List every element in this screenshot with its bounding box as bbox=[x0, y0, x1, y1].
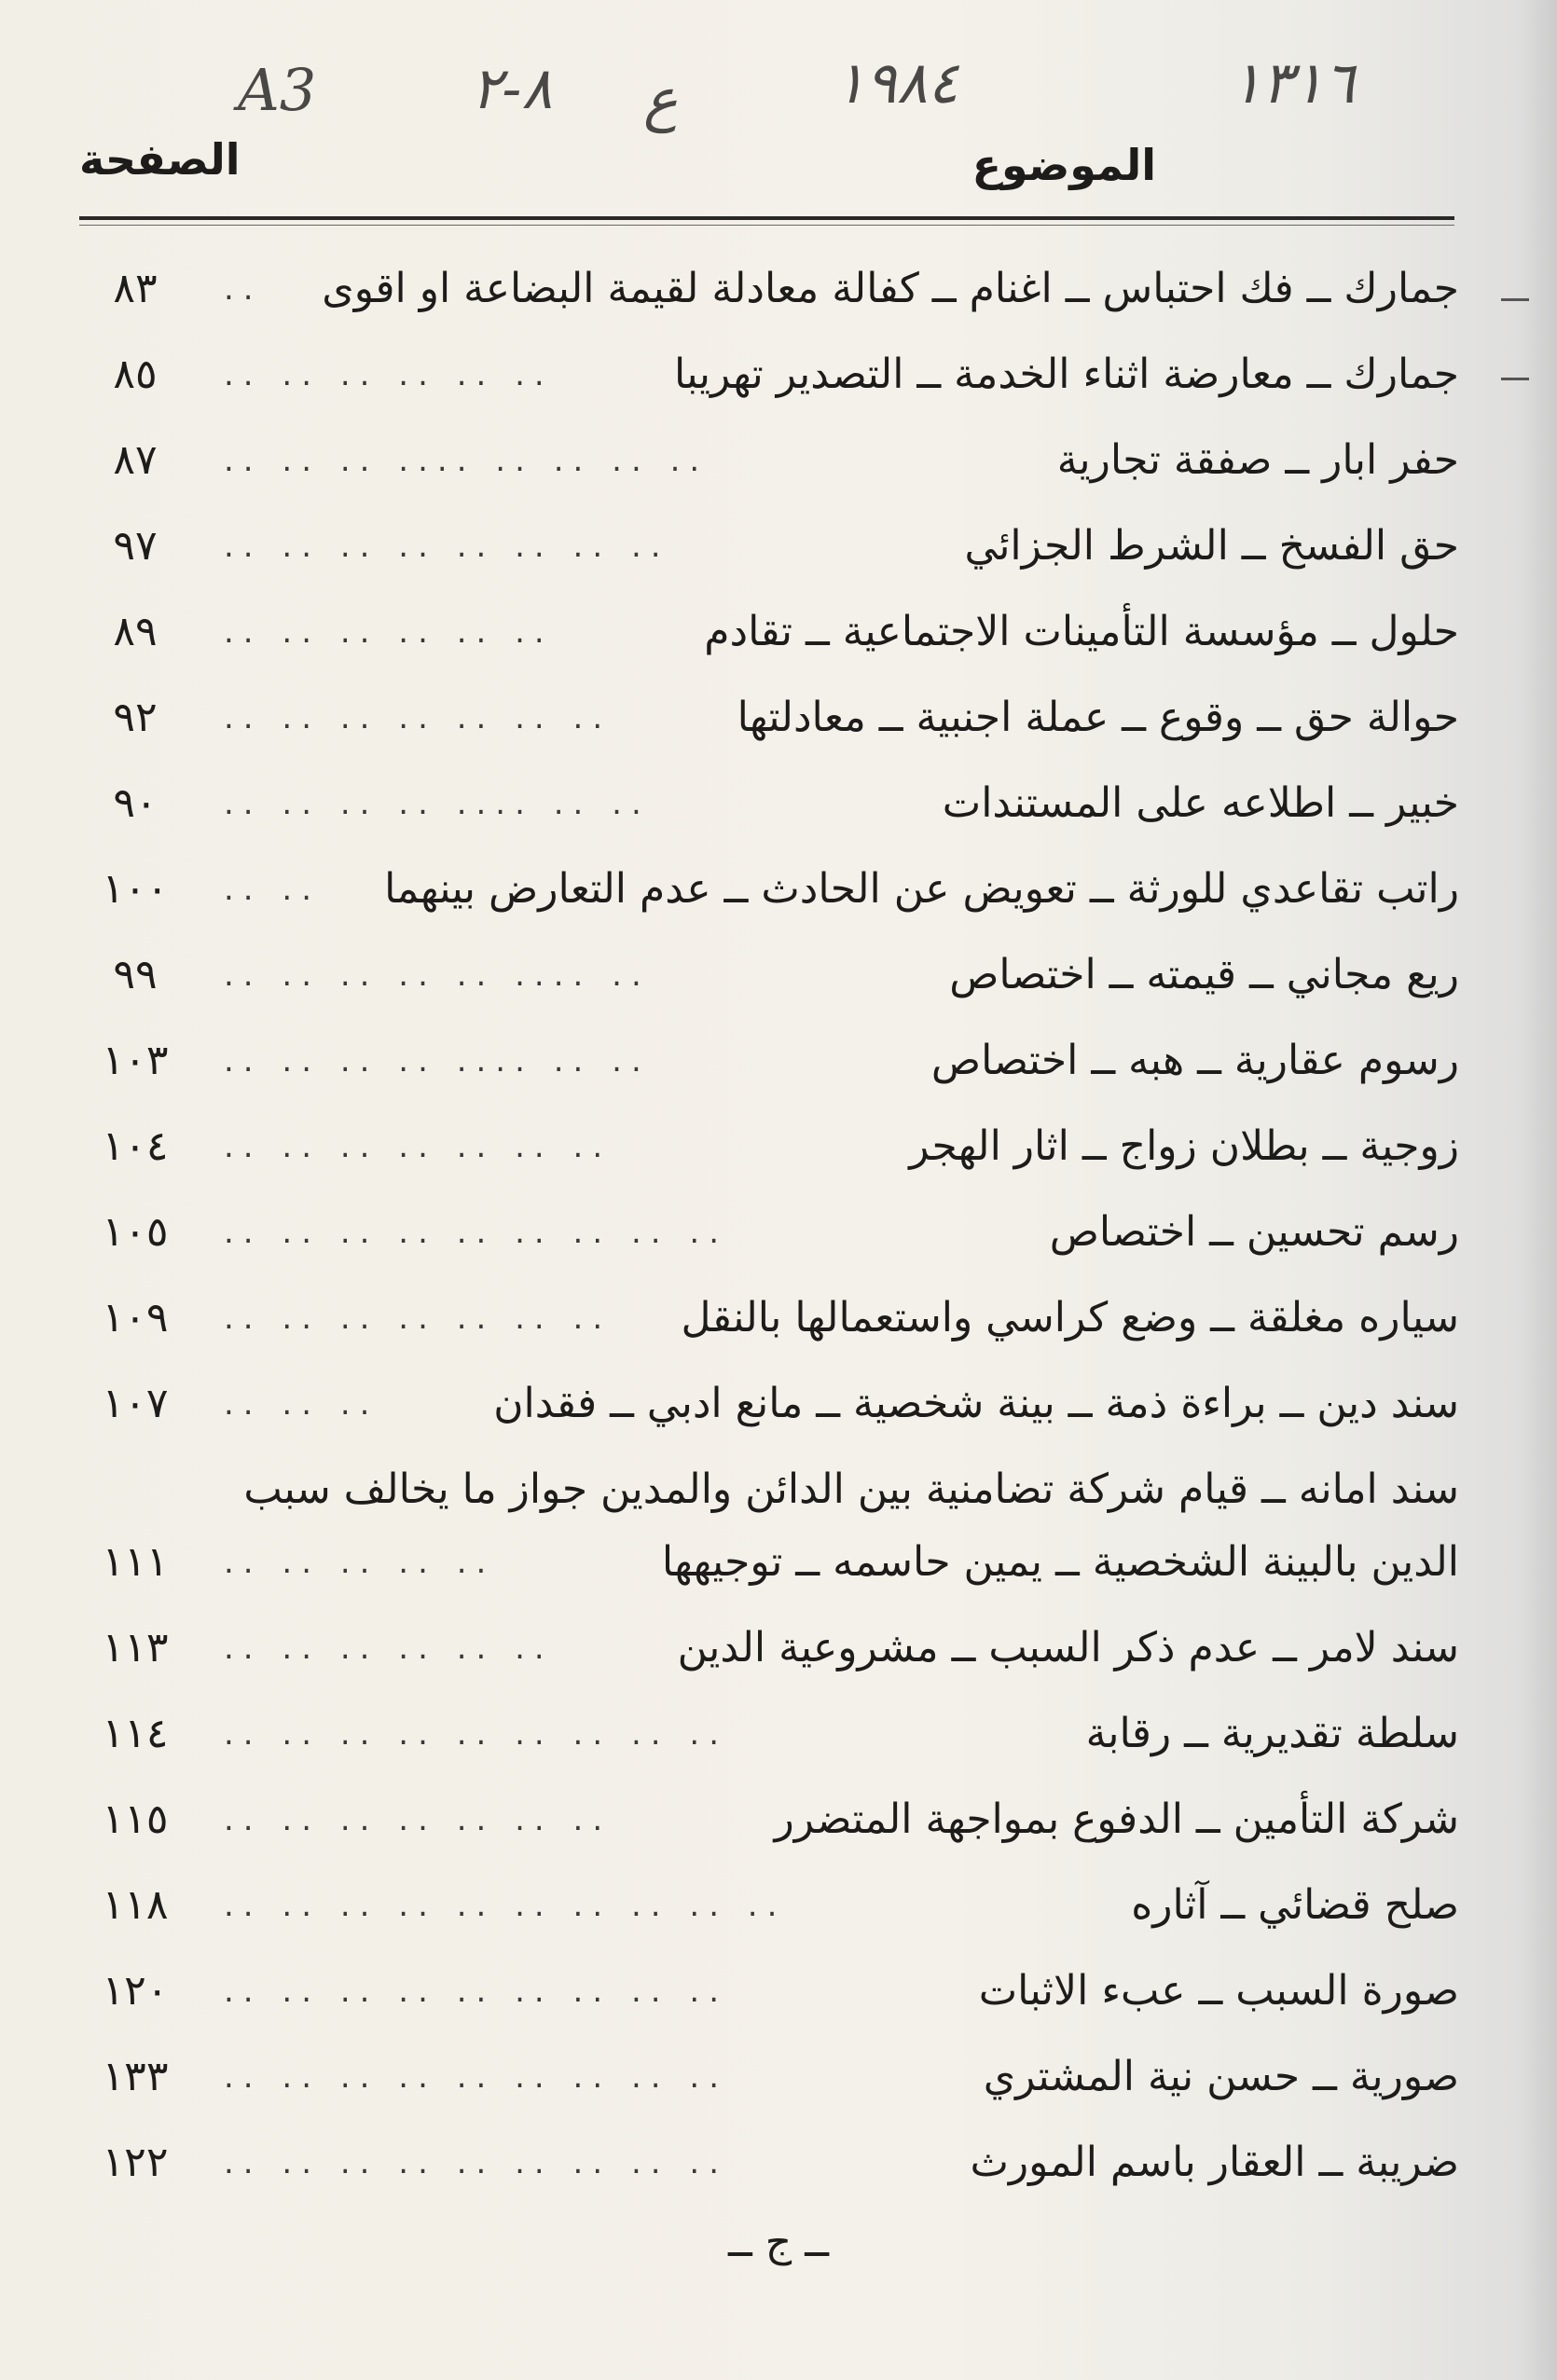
entry-text: سند دين ــ براءة ذمة ــ بينة شخصية ــ مانع ادبي ــ فقدان bbox=[493, 1380, 1459, 1427]
page-edge-shadow bbox=[1520, 0, 1557, 2380]
entry-dots: .. .. bbox=[224, 871, 322, 908]
entry-text: سلطة تقديرية ــ رقابة bbox=[1085, 1710, 1459, 1757]
entry-page: ٨٧ bbox=[113, 436, 158, 484]
entry-dots: .. .. .. .. .. .. .. bbox=[224, 1128, 613, 1165]
header-rule-thin bbox=[79, 225, 1454, 226]
index-row bbox=[84, 1782, 1459, 1857]
index-row bbox=[84, 938, 1459, 1012]
handwritten-number: ١٣١٦ bbox=[1231, 48, 1356, 117]
index-row bbox=[84, 252, 1459, 326]
entry-text: حوالة حق ــ وقوع ــ عملة اجنبية ــ معادلتها bbox=[737, 694, 1459, 741]
entry-dots: .. .. .. .. .. .. .. .. .. .. bbox=[224, 1887, 787, 1924]
entry-text: جمارك ــ فك احتباس ــ اغنام ــ كفالة معادلة لقيمة البضاعة او اقوى bbox=[322, 265, 1459, 312]
handwritten-a3: A3 bbox=[238, 56, 317, 124]
entry-dots: .. .. .. .. .. bbox=[224, 1544, 496, 1581]
entry-text: الدين بالبينة الشخصية ــ يمين حاسمه ــ توجيهها bbox=[661, 1538, 1459, 1586]
entry-text: حق الفسخ ــ الشرط الجزائي bbox=[964, 522, 1459, 570]
index-row bbox=[84, 1281, 1459, 1355]
entry-page: ٩٠ bbox=[113, 779, 158, 827]
entry-text: سند امانه ــ قيام شركة تضامنية بين الدائن والمدين جواز ما يخالف سبب bbox=[243, 1465, 1459, 1513]
header-rule bbox=[79, 216, 1454, 220]
index-row bbox=[84, 1195, 1459, 1270]
entry-text: صورية ــ حسن نية المشتري bbox=[983, 2053, 1459, 2100]
index-row bbox=[84, 1367, 1459, 1441]
entry-dots: .. .. .. .. .. .. .. bbox=[224, 1801, 613, 1838]
entry-dots: .. .. .. .. .. .. .. .. .. bbox=[224, 1214, 728, 1251]
entry-text: جمارك ــ معارضة اثناء الخدمة ــ التصدير تهريبا bbox=[674, 351, 1459, 398]
entry-dots: .. .. .... .. .. .. .. bbox=[224, 1042, 651, 1080]
entry-page: ٨٣ bbox=[113, 265, 158, 312]
entry-text: شركة التأمين ــ الدفوع بمواجهة المتضرر bbox=[774, 1795, 1459, 1843]
index-row bbox=[84, 2040, 1459, 2114]
entry-page: ١٠٤ bbox=[102, 1122, 169, 1170]
entry-page: ١٢٠ bbox=[102, 1967, 169, 2015]
entry-page: ١٠٣ bbox=[102, 1037, 169, 1084]
index-row bbox=[84, 1868, 1459, 1943]
entry-dots: .. .. .. .. .. .. bbox=[224, 356, 554, 393]
index-row bbox=[84, 509, 1459, 584]
entry-text: حلول ــ مؤسسة التأمينات الاجتماعية ــ تقادم bbox=[704, 608, 1459, 655]
handwritten-annotations bbox=[0, 37, 1557, 140]
entry-dots: .. .. .... .. .. .. .. bbox=[224, 785, 651, 822]
entry-page: ٩٧ bbox=[113, 522, 158, 570]
page-footer: ــ ج ــ bbox=[728, 2219, 829, 2266]
entry-dots: .. .. .. .. .. .. .. .. .. bbox=[224, 1973, 728, 2010]
index-row bbox=[84, 1611, 1459, 1685]
index-row bbox=[84, 681, 1459, 755]
entry-page: ١٠٥ bbox=[102, 1208, 169, 1256]
index-row bbox=[84, 1452, 1459, 1527]
subject-heading: الموضوع bbox=[971, 140, 1156, 190]
entry-dots: .. .. .. .. .. .. .. bbox=[224, 1300, 613, 1337]
index-row bbox=[84, 852, 1459, 927]
page-heading: الصفحة bbox=[79, 134, 241, 185]
index-row bbox=[84, 766, 1459, 841]
entry-dots: .. .. .. .. .. .. bbox=[224, 1630, 554, 1667]
index-row bbox=[84, 595, 1459, 669]
entry-dots: .. .. .. .. .. .. bbox=[224, 613, 554, 651]
entry-text: ريع مجاني ــ قيمته ــ اختصاص bbox=[949, 951, 1459, 998]
index-row bbox=[84, 1024, 1459, 1098]
entry-dots: .. bbox=[224, 270, 263, 308]
index-row bbox=[84, 2125, 1459, 2200]
index-row bbox=[84, 1525, 1459, 1600]
entry-text: راتب تقاعدي للورثة ــ تعويض عن الحادث ــ عدم التعارض بينهما bbox=[384, 865, 1459, 913]
entry-dots: .. .. .. .. .. .. .. .. bbox=[224, 528, 670, 565]
entry-dots: .. .. .. .. .... .. .. .. bbox=[224, 442, 710, 479]
entry-page: ١١١ bbox=[102, 1538, 169, 1586]
entry-text: صلح قضائي ــ آثاره bbox=[1131, 1881, 1459, 1929]
entry-page: ١٣٣ bbox=[102, 2053, 169, 2100]
index-row bbox=[84, 1954, 1459, 2029]
handwritten-year: ١٩٨٤ bbox=[834, 48, 959, 117]
handwritten-ain: ع bbox=[643, 65, 678, 133]
entry-dots: .. .. .. bbox=[224, 1385, 379, 1423]
entry-dots: .. .. .. .. .. .. .. bbox=[224, 699, 613, 736]
entry-text: سياره مغلقة ــ وضع كراسي واستعمالها بالنقل bbox=[681, 1294, 1459, 1341]
index-row bbox=[84, 1697, 1459, 1771]
entry-page: ١١٨ bbox=[102, 1881, 169, 1929]
entry-page: ١٠٩ bbox=[102, 1294, 169, 1341]
entry-page: ٨٩ bbox=[113, 608, 158, 655]
entry-page: ١١٣ bbox=[102, 1624, 169, 1672]
entry-page: ١١٥ bbox=[102, 1795, 169, 1843]
entry-text: خبير ــ اطلاعه على المستندات bbox=[942, 779, 1459, 827]
entry-page: ١٠٠ bbox=[102, 865, 169, 913]
index-row bbox=[84, 423, 1459, 498]
entry-page: ١٠٧ bbox=[102, 1380, 169, 1427]
entry-page: ٩٩ bbox=[113, 951, 158, 998]
entry-text: حفر ابار ــ صفقة تجارية bbox=[1056, 436, 1459, 484]
entry-page: ٩٢ bbox=[113, 694, 158, 741]
index-row bbox=[84, 337, 1459, 412]
entry-dots: .. .. .. .. .. .. .. .. .. bbox=[224, 2144, 728, 2181]
entry-page: ١٢٢ bbox=[102, 2139, 169, 2186]
index-row bbox=[84, 1109, 1459, 1184]
entry-text: رسم تحسين ــ اختصاص bbox=[1049, 1208, 1459, 1256]
entry-dots: .. .. .. .. .. .. .. .. .. bbox=[224, 2058, 728, 2096]
entry-text: ضريبة ــ العقار باسم المورث bbox=[970, 2139, 1459, 2186]
entry-text: صورة السبب ــ عبء الاثبات bbox=[978, 1967, 1459, 2015]
entry-text: زوجية ــ بطلان زواج ــ اثار الهجر bbox=[909, 1122, 1459, 1170]
entry-dots: .. .... .. .. .. .. .. bbox=[224, 956, 651, 994]
entry-text: سند لامر ــ عدم ذكر السبب ــ مشروعية الدين bbox=[677, 1624, 1459, 1672]
index-header bbox=[70, 131, 1464, 214]
handwritten-date: ٨-٢ bbox=[471, 54, 553, 122]
entry-dots: .. .. .. .. .. .. .. .. .. bbox=[224, 1715, 728, 1753]
entry-page: ٨٥ bbox=[113, 351, 158, 398]
entry-text: رسوم عقارية ــ هبه ــ اختصاص bbox=[930, 1037, 1459, 1084]
entry-page: ١١٤ bbox=[102, 1710, 169, 1757]
